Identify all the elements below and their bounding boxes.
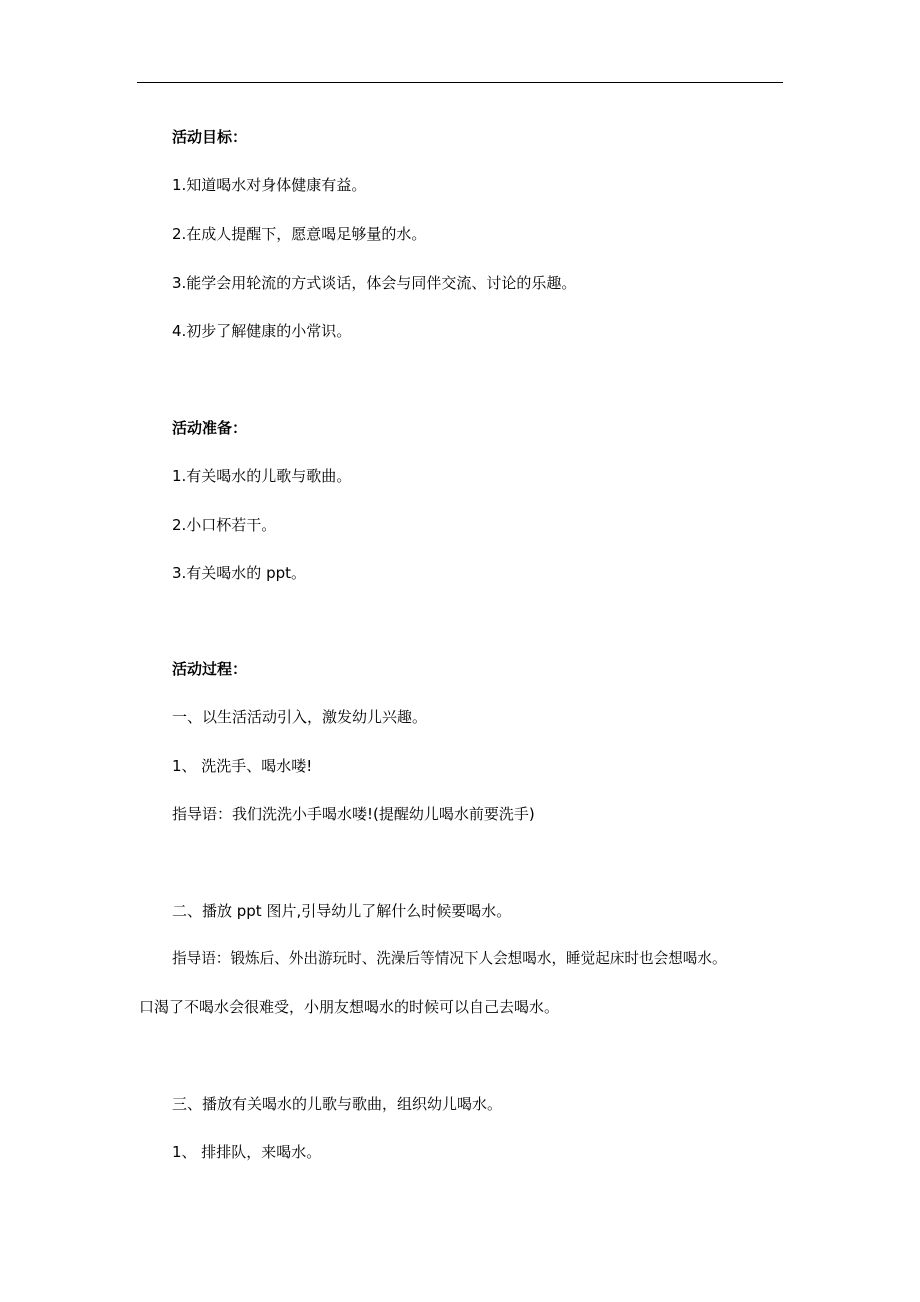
goal-item-2: 2.在成人提醒下，愿意喝足够量的水。 <box>172 225 427 243</box>
section-heading-goals: 活动目标： <box>172 128 248 146</box>
process-step-2-guide-line1: 指导语：锻炼后、外出游玩时、洗澡后等情况下人会想喝水，睡觉起床时也会想喝水。 <box>172 950 727 967</box>
process-step-3-title: 三、播放有关喝水的儿歌与歌曲，组织幼儿喝水。 <box>172 1095 503 1113</box>
process-step-2-guide-line2: 口渴了不喝水会很难受，小朋友想喝水的时候可以自己去喝水。 <box>139 998 560 1016</box>
goal-item-1: 1.知道喝水对身体健康有益。 <box>172 176 367 194</box>
process-step-2-title: 二、播放 ppt 图片,引导幼儿了解什么时候要喝水。 <box>172 902 512 920</box>
section-heading-process: 活动过程： <box>172 660 248 678</box>
process-step-1-guide: 指导语：我们洗洗小手喝水喽!(提醒幼儿喝水前要洗手) <box>172 805 535 823</box>
preparation-item-2: 2.小口杯若干。 <box>172 516 277 534</box>
header-rule <box>137 82 783 83</box>
process-step-1-title: 一、以生活活动引入，激发幼儿兴趣。 <box>172 708 428 726</box>
preparation-item-3: 3.有关喝水的 ppt。 <box>172 564 307 582</box>
goal-item-3: 3.能学会用轮流的方式谈话，体会与同伴交流、讨论的乐趣。 <box>172 274 577 292</box>
process-step-1-sub: 1、 洗洗手、喝水喽! <box>172 757 313 775</box>
goal-item-4: 4.初步了解健康的小常识。 <box>172 322 352 340</box>
preparation-item-1: 1.有关喝水的儿歌与歌曲。 <box>172 467 352 485</box>
process-step-3-sub: 1、 排排队，来喝水。 <box>172 1143 322 1161</box>
section-heading-preparation: 活动准备： <box>172 419 248 437</box>
